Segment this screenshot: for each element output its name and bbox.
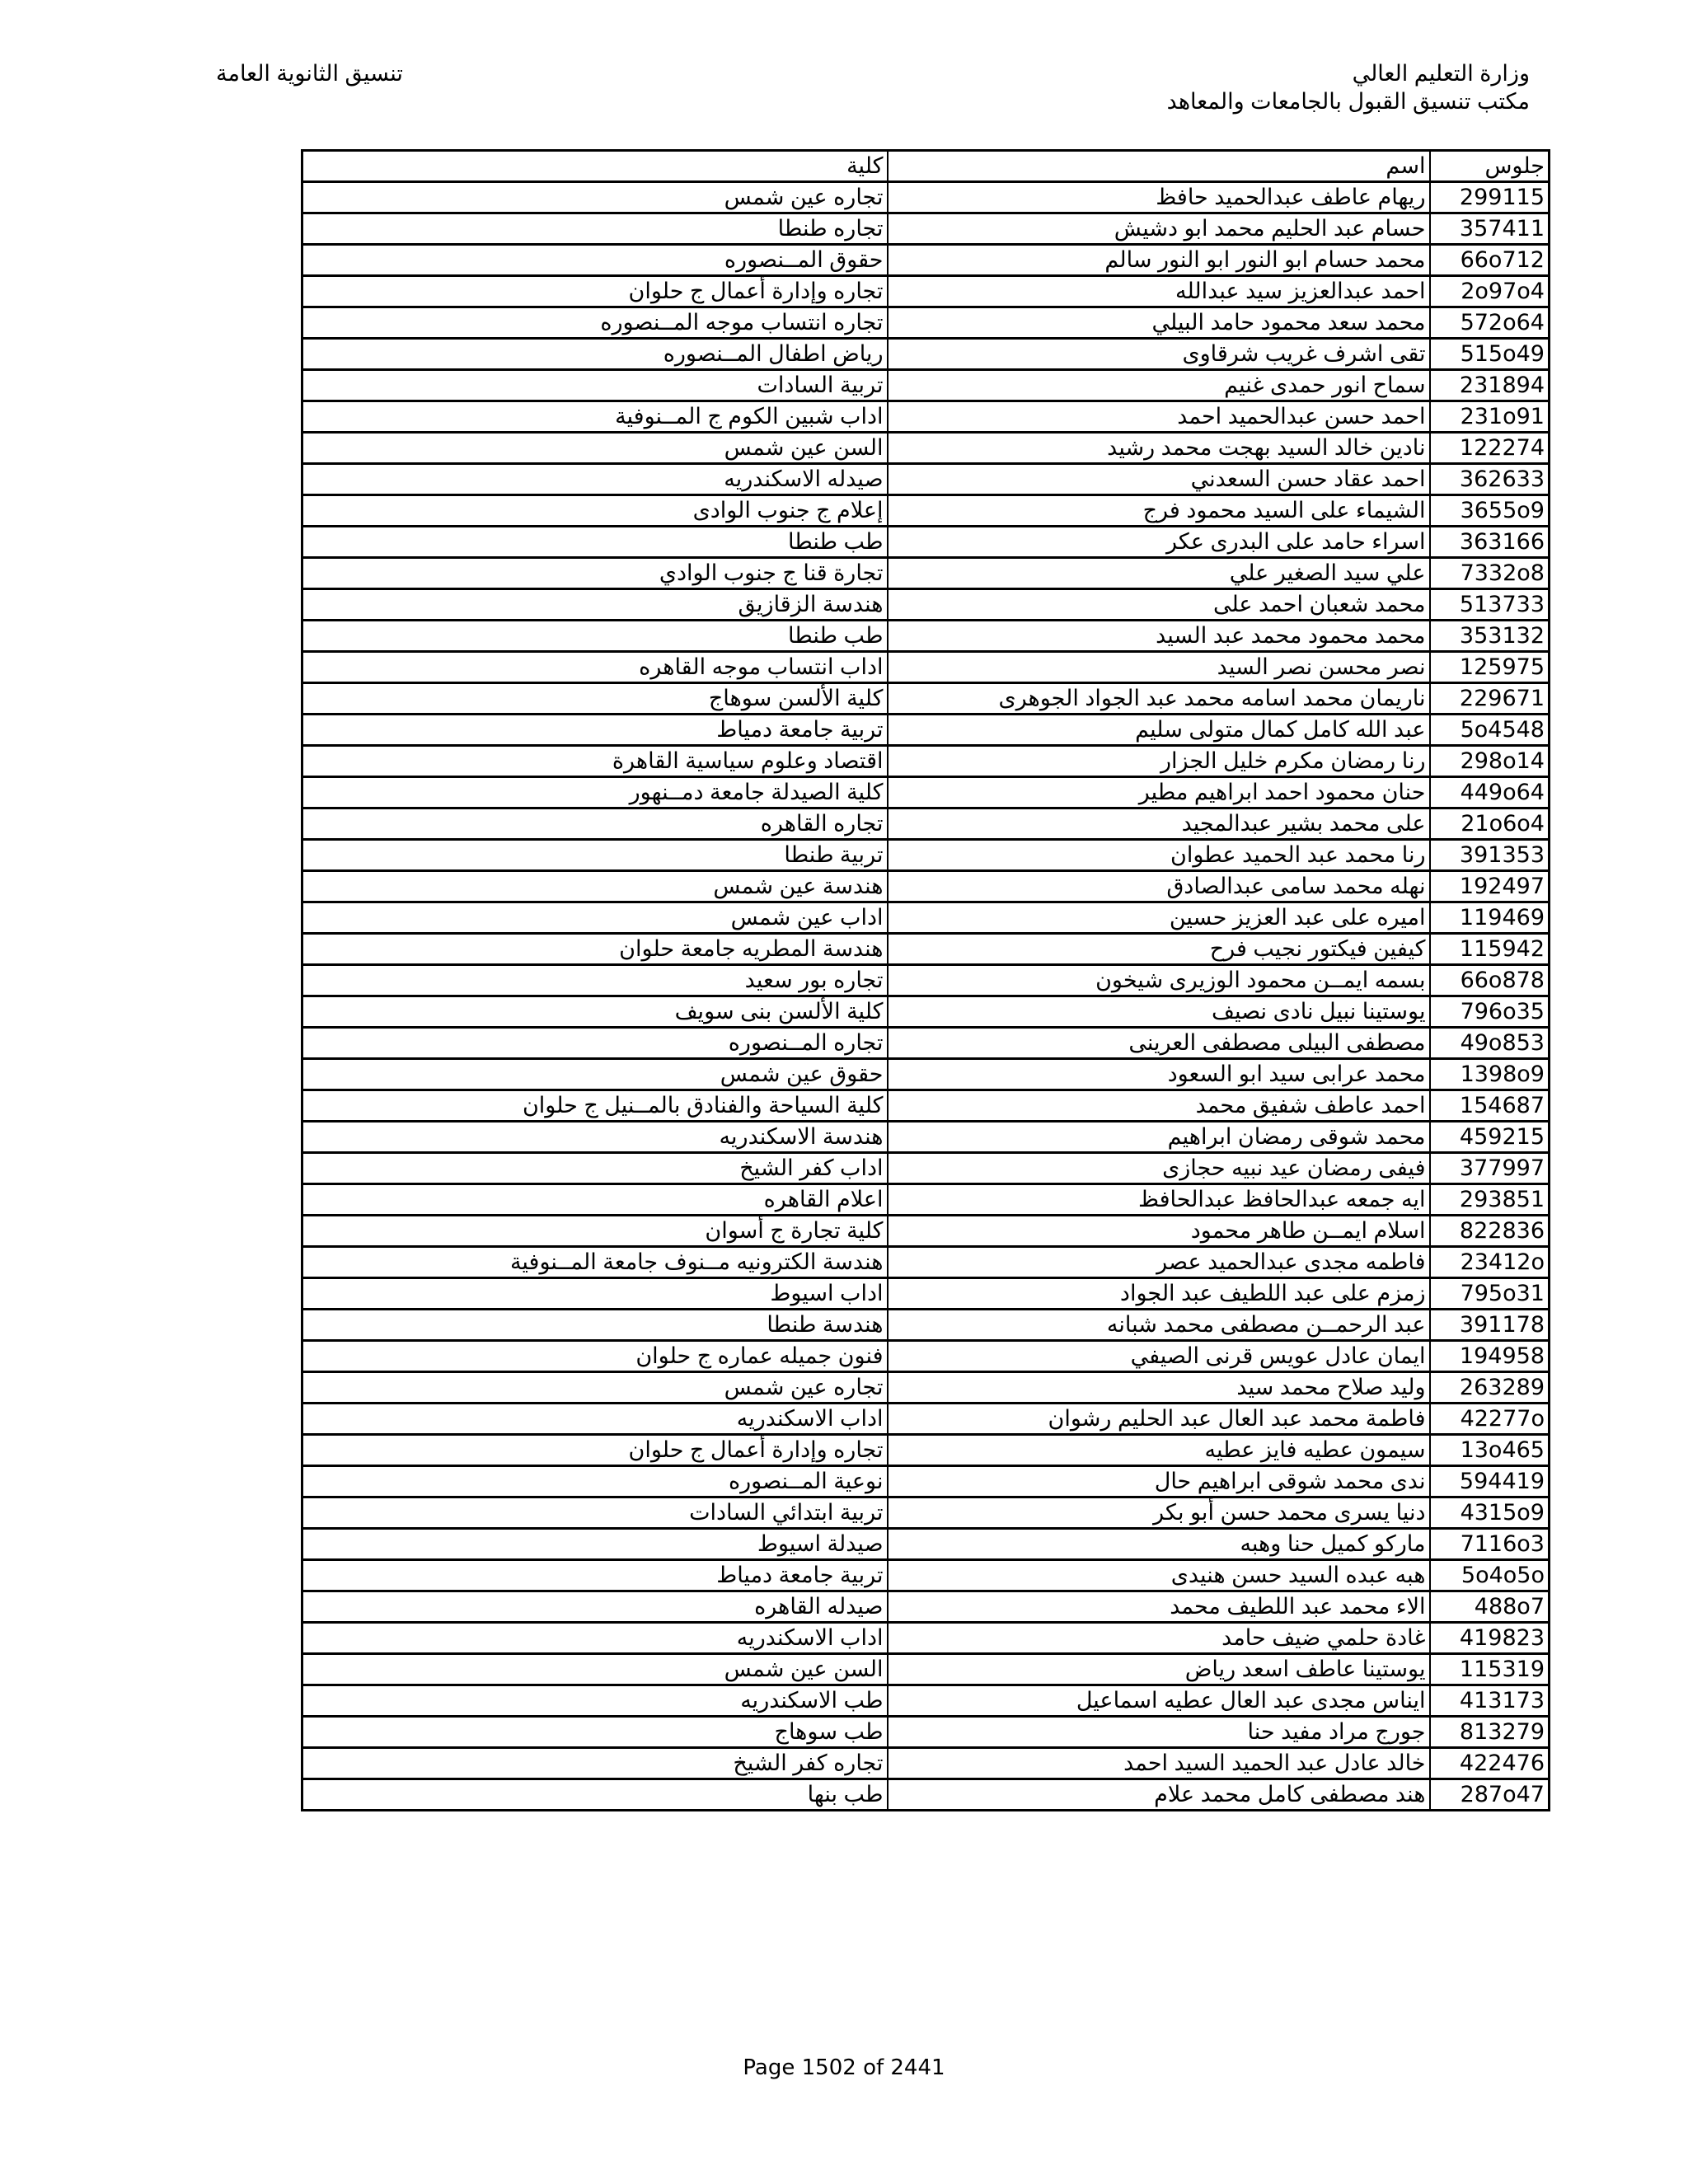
seat-number-cell: 229671	[1430, 683, 1550, 715]
table-row	[302, 1654, 1550, 1685]
college-cell: إعلام ج جنوب الوادى	[302, 495, 888, 527]
table-row	[302, 1278, 1550, 1310]
student-name-cell: فاطمه مجدى عبدالحميد عصر	[888, 1247, 1430, 1278]
college-cell: السن عين شمس	[302, 1654, 888, 1685]
college-cell: كلية الألسن سوهاج	[302, 683, 888, 715]
table-row	[302, 1122, 1550, 1153]
column-header-name: اسم	[888, 151, 1430, 182]
student-name-cell: رنا رمضان مكرم خليل الجزار	[888, 746, 1430, 777]
seat-number-cell: 49o853	[1430, 1028, 1550, 1059]
seat-number-cell: 115942	[1430, 934, 1550, 965]
college-cell: طب سوهاج	[302, 1717, 888, 1748]
table-row	[302, 1497, 1550, 1529]
college-cell: تجارة قنا ج جنوب الوادي	[302, 558, 888, 589]
table-body	[302, 182, 1550, 1811]
student-name-cell: نادين خالد السيد بهجت محمد رشيد	[888, 433, 1430, 464]
college-cell: اداب انتساب موجه القاهره	[302, 652, 888, 683]
student-name-cell: محمد شوقى رمضان ابراهيم	[888, 1122, 1430, 1153]
table-row	[302, 1529, 1550, 1560]
student-name-cell: محمد حسام ابو النور ابو النور سالم	[888, 245, 1430, 276]
student-name-cell: محمد شعبان احمد على	[888, 589, 1430, 621]
college-cell: طب طنطا	[302, 527, 888, 558]
table-row	[302, 464, 1550, 495]
student-name-cell: الاء محمد عبد اللطيف محمد	[888, 1591, 1430, 1623]
seat-number-cell: 422476	[1430, 1748, 1550, 1779]
seat-number-cell: 115319	[1430, 1654, 1550, 1685]
seat-number-cell: 192497	[1430, 871, 1550, 902]
table-row	[302, 621, 1550, 652]
student-name-cell: وليد صلاح محمد سيد	[888, 1372, 1430, 1404]
college-cell: اداب عين شمس	[302, 902, 888, 934]
table-row	[302, 1184, 1550, 1216]
student-name-cell: ايه جمعه عبدالحافظ عبدالحافظ	[888, 1184, 1430, 1216]
table-row	[302, 1059, 1550, 1090]
student-name-cell: يوستينا نبيل نادى نصيف	[888, 996, 1430, 1028]
table-row	[302, 276, 1550, 307]
seat-number-cell: 13o465	[1430, 1435, 1550, 1466]
table-row	[302, 182, 1550, 213]
student-name-cell: على محمد بشير عبدالمجيد	[888, 808, 1430, 840]
seat-number-cell: 795o31	[1430, 1278, 1550, 1310]
college-cell: تجاره طنطا	[302, 213, 888, 245]
seat-number-cell: 21o6o4	[1430, 808, 1550, 840]
college-cell: تجاره عين شمس	[302, 182, 888, 213]
college-cell: صيدله الاسكندريه	[302, 464, 888, 495]
page-number: Page 1502 of 2441	[743, 2055, 945, 2080]
ministry-title: وزارة التعليم العالي	[1352, 61, 1530, 86]
college-cell: تجاره المــنصوره	[302, 1028, 888, 1059]
table-row	[302, 1090, 1550, 1122]
seat-number-cell: 813279	[1430, 1717, 1550, 1748]
seat-number-cell: 362633	[1430, 464, 1550, 495]
table-row	[302, 401, 1550, 433]
college-cell: تجاره انتساب موجه المــنصوره	[302, 307, 888, 339]
student-name-cell: زمزم على عبد اللطيف عبد الجواد	[888, 1278, 1430, 1310]
student-name-cell: عبد الرحمــن مصطفى محمد شبانه	[888, 1310, 1430, 1341]
college-cell: هندسة المطريه جامعة حلوان	[302, 934, 888, 965]
table-row	[302, 558, 1550, 589]
seat-number-cell: 7116o3	[1430, 1529, 1550, 1560]
student-name-cell: نهله محمد سامى عبدالصادق	[888, 871, 1430, 902]
student-name-cell: فاطمة محمد عبد العال عبد الحليم رشوان	[888, 1404, 1430, 1435]
seat-number-cell: 459215	[1430, 1122, 1550, 1153]
college-cell: السن عين شمس	[302, 433, 888, 464]
table-row	[302, 996, 1550, 1028]
student-name-cell: دنيا يسرى محمد حسن أبو بكر	[888, 1497, 1430, 1529]
seat-number-cell: 413173	[1430, 1685, 1550, 1717]
table-row	[302, 934, 1550, 965]
student-name-cell: سماح انور حمدى غنيم	[888, 370, 1430, 401]
student-name-cell: احمد عاطف شفيق محمد	[888, 1090, 1430, 1122]
seat-number-cell: 488o7	[1430, 1591, 1550, 1623]
student-name-cell: علي سيد الصغير علي	[888, 558, 1430, 589]
college-cell: هندسة الكترونيه مــنوف جامعة المــنوفية	[302, 1247, 888, 1278]
table-row	[302, 213, 1550, 245]
student-name-cell: مصطفى البيلى مصطفى العرينى	[888, 1028, 1430, 1059]
student-name-cell: احمد عبدالعزيز سيد عبدالله	[888, 276, 1430, 307]
seat-number-cell: 5o4o5o	[1430, 1560, 1550, 1591]
table-row	[302, 1028, 1550, 1059]
table-row	[302, 1216, 1550, 1247]
student-name-cell: فيفى رمضان عيد نبيه حجازى	[888, 1153, 1430, 1184]
table-row	[302, 589, 1550, 621]
seat-number-cell: 3655o9	[1430, 495, 1550, 527]
table-header-row	[302, 151, 1550, 182]
seat-number-cell: 515o49	[1430, 339, 1550, 370]
student-name-cell: احمد حسن عبدالحميد احمد	[888, 401, 1430, 433]
college-cell: رياض اطفال المــنصوره	[302, 339, 888, 370]
college-cell: تجاره بور سعيد	[302, 965, 888, 996]
table-row	[302, 245, 1550, 276]
student-name-cell: ريهام عاطف عبدالحميد حافظ	[888, 182, 1430, 213]
college-cell: هندسة طنطا	[302, 1310, 888, 1341]
student-name-cell: بسمه ايمــن محمود الوزيرى شيخون	[888, 965, 1430, 996]
seat-number-cell: 263289	[1430, 1372, 1550, 1404]
student-name-cell: محمد عرابى سيد ابو السعود	[888, 1059, 1430, 1090]
college-cell: تربية ابتدائي السادات	[302, 1497, 888, 1529]
table-row	[302, 527, 1550, 558]
seat-number-cell: 7332o8	[1430, 558, 1550, 589]
document-header-right	[1167, 59, 1530, 115]
college-cell: تجاره وإدارة أعمال ج حلوان	[302, 1435, 888, 1466]
college-cell: تربية جامعة دمياط	[302, 1560, 888, 1591]
college-cell: تجاره كفر الشيخ	[302, 1748, 888, 1779]
table-row	[302, 965, 1550, 996]
student-name-cell: اسلام ايمــن طاهر محمود	[888, 1216, 1430, 1247]
seat-number-cell: 287o47	[1430, 1779, 1550, 1811]
college-cell: اعلام القاهره	[302, 1184, 888, 1216]
college-cell: طب الاسكندريه	[302, 1685, 888, 1717]
table-row	[302, 652, 1550, 683]
student-name-cell: تقى اشرف غريب شرقاوى	[888, 339, 1430, 370]
college-cell: اقتصاد وعلوم سياسية القاهرة	[302, 746, 888, 777]
seat-number-cell: 4315o9	[1430, 1497, 1550, 1529]
student-name-cell: عبد الله كامل كمال متولى سليم	[888, 715, 1430, 746]
student-name-cell: اميره على عبد العزيز حسين	[888, 902, 1430, 934]
student-name-cell: هند مصطفى كامل محمد علام	[888, 1779, 1430, 1811]
college-cell: هندسة الزقازيق	[302, 589, 888, 621]
college-cell: اداب الاسكندريه	[302, 1404, 888, 1435]
seat-number-cell: 298o14	[1430, 746, 1550, 777]
seat-number-cell: 299115	[1430, 182, 1550, 213]
results-table	[301, 149, 1550, 1811]
college-cell: تربية السادات	[302, 370, 888, 401]
seat-number-cell: 419823	[1430, 1623, 1550, 1654]
student-name-cell: اسراء حامد على البدرى عكر	[888, 527, 1430, 558]
seat-number-cell: 119469	[1430, 902, 1550, 934]
table-row	[302, 433, 1550, 464]
table-row	[302, 746, 1550, 777]
table-row	[302, 683, 1550, 715]
column-header-seat: جلوس	[1430, 151, 1550, 182]
seat-number-cell: 572o64	[1430, 307, 1550, 339]
table-row	[302, 871, 1550, 902]
college-cell: فنون جميله عماره ج حلوان	[302, 1341, 888, 1372]
college-cell: طب بنها	[302, 1779, 888, 1811]
student-name-cell: هبه عبده السيد حسن هنيدى	[888, 1560, 1430, 1591]
seat-number-cell: 194958	[1430, 1341, 1550, 1372]
table-row	[302, 1372, 1550, 1404]
seat-number-cell: 5o4548	[1430, 715, 1550, 746]
student-name-cell: حنان محمود احمد ابراهيم مطير	[888, 777, 1430, 808]
seat-number-cell: 66o712	[1430, 245, 1550, 276]
table-row	[302, 339, 1550, 370]
seat-number-cell: 2o97o4	[1430, 276, 1550, 307]
seat-number-cell: 357411	[1430, 213, 1550, 245]
table-row	[302, 495, 1550, 527]
college-cell: اداب الاسكندريه	[302, 1623, 888, 1654]
student-name-cell: احمد عقاد حسن السعدني	[888, 464, 1430, 495]
seat-number-cell: 122274	[1430, 433, 1550, 464]
student-name-cell: ايناس مجدى عبد العال عطيه اسماعيل	[888, 1685, 1430, 1717]
college-cell: طب طنطا	[302, 621, 888, 652]
college-cell: صيدله القاهره	[302, 1591, 888, 1623]
table-row	[302, 370, 1550, 401]
table-row	[302, 777, 1550, 808]
seat-number-cell: 125975	[1430, 652, 1550, 683]
seat-number-cell: 231o91	[1430, 401, 1550, 433]
seat-number-cell: 391178	[1430, 1310, 1550, 1341]
seat-number-cell: 513733	[1430, 589, 1550, 621]
section-title: تنسيق الثانوية العامة	[216, 61, 403, 86]
college-cell: كلية تجارة ج أسوان	[302, 1216, 888, 1247]
college-cell: تربية طنطا	[302, 840, 888, 871]
student-name-cell: محمد سعد محمود حامد البيلي	[888, 307, 1430, 339]
student-name-cell: ماركو كميل حنا وهبه	[888, 1529, 1430, 1560]
college-cell: اداب اسيوط	[302, 1278, 888, 1310]
table-row	[302, 808, 1550, 840]
table-row	[302, 1685, 1550, 1717]
table-row	[302, 1623, 1550, 1654]
college-cell: صيدلة اسيوط	[302, 1529, 888, 1560]
seat-number-cell: 1398o9	[1430, 1059, 1550, 1090]
office-title: مكتب تنسيق القبول بالجامعات والمعاهد	[1166, 89, 1530, 114]
table-row	[302, 1466, 1550, 1497]
seat-number-cell: 363166	[1430, 527, 1550, 558]
college-cell: اداب شبين الكوم ج المــنوفية	[302, 401, 888, 433]
seat-number-cell: 66o878	[1430, 965, 1550, 996]
student-name-cell: جورج مراد مفيد حنا	[888, 1717, 1430, 1748]
student-name-cell: ناريمان محمد اسامه محمد عبد الجواد الجوهرى	[888, 683, 1430, 715]
college-cell: تجاره عين شمس	[302, 1372, 888, 1404]
college-cell: تجاره القاهره	[302, 808, 888, 840]
table-row	[302, 1591, 1550, 1623]
college-cell: كلية الصيدلة جامعة دمــنهور	[302, 777, 888, 808]
student-name-cell: الشيماء على السيد محمود فرج	[888, 495, 1430, 527]
column-header-college: كلية	[302, 151, 888, 182]
seat-number-cell: 154687	[1430, 1090, 1550, 1122]
table-row	[302, 307, 1550, 339]
college-cell: كلية الألسن بنى سويف	[302, 996, 888, 1028]
seat-number-cell: 822836	[1430, 1216, 1550, 1247]
student-name-cell: يوستينا عاطف اسعد رياض	[888, 1654, 1430, 1685]
seat-number-cell: 449o64	[1430, 777, 1550, 808]
college-cell: نوعية المــنصوره	[302, 1466, 888, 1497]
student-name-cell: رنا محمد عبد الحميد عطوان	[888, 840, 1430, 871]
seat-number-cell: 293851	[1430, 1184, 1550, 1216]
student-name-cell: محمد محمود محمد عبد السيد	[888, 621, 1430, 652]
table-row	[302, 902, 1550, 934]
seat-number-cell: 353132	[1430, 621, 1550, 652]
table-row	[302, 1310, 1550, 1341]
college-cell: هندسة عين شمس	[302, 871, 888, 902]
table-row	[302, 1717, 1550, 1748]
seat-number-cell: 377997	[1430, 1153, 1550, 1184]
college-cell: اداب كفر الشيخ	[302, 1153, 888, 1184]
table-row	[302, 840, 1550, 871]
seat-number-cell: 391353	[1430, 840, 1550, 871]
student-name-cell: ايمان عادل عويس قرنى الصيفي	[888, 1341, 1430, 1372]
college-cell: حقوق عين شمس	[302, 1059, 888, 1090]
table-row	[302, 715, 1550, 746]
table-row	[302, 1435, 1550, 1466]
student-name-cell: خالد عادل عبد الحميد السيد احمد	[888, 1748, 1430, 1779]
table-row	[302, 1153, 1550, 1184]
table-row	[302, 1247, 1550, 1278]
student-name-cell: ندى محمد شوقى ابراهيم حال	[888, 1466, 1430, 1497]
student-name-cell: غادة حلمي ضيف حامد	[888, 1623, 1430, 1654]
college-cell: هندسة الاسكندريه	[302, 1122, 888, 1153]
table-row	[302, 1560, 1550, 1591]
college-cell: حقوق المــنصوره	[302, 245, 888, 276]
table-row	[302, 1341, 1550, 1372]
seat-number-cell: 594419	[1430, 1466, 1550, 1497]
student-name-cell: سيمون عطيه فايز عطيه	[888, 1435, 1430, 1466]
table-row	[302, 1404, 1550, 1435]
college-cell: تربية جامعة دمياط	[302, 715, 888, 746]
student-name-cell: حسام عبد الحليم محمد ابو دشيش	[888, 213, 1430, 245]
college-cell: تجاره وإدارة أعمال ج حلوان	[302, 276, 888, 307]
student-name-cell: كيفين فيكتور نجيب فرح	[888, 934, 1430, 965]
student-name-cell: نصر محسن نصر السيد	[888, 652, 1430, 683]
seat-number-cell: 231894	[1430, 370, 1550, 401]
seat-number-cell: 42277o	[1430, 1404, 1550, 1435]
seat-number-cell: 796o35	[1430, 996, 1550, 1028]
table-row	[302, 1748, 1550, 1779]
college-cell: كلية السياحة والفنادق بالمــنيل ج حلوان	[302, 1090, 888, 1122]
table-row	[302, 1779, 1550, 1811]
seat-number-cell: 23412o	[1430, 1247, 1550, 1278]
